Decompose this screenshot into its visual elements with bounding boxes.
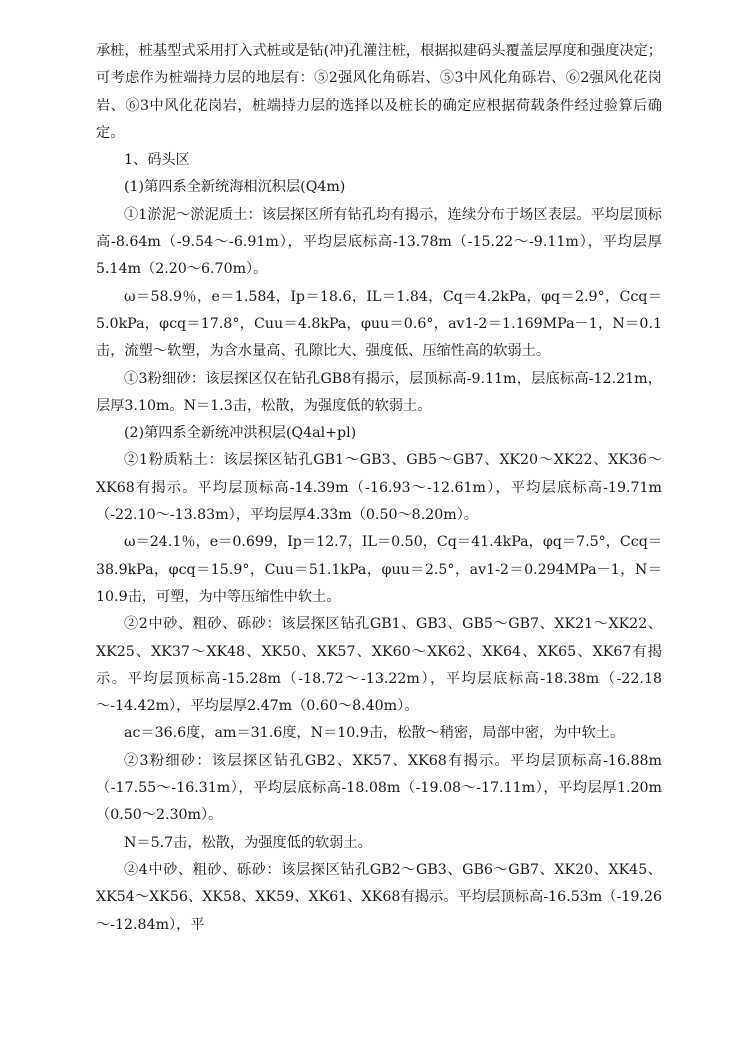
paragraph: ①1淤泥～淤泥质土：该层探区所有钻孔均有揭示，连续分布于场区表层。平均层顶标高-8.64m（-9.54～-6.91m），平均层底标高-13.78m（-15.22～-9.11m），平均层厚5.14m（2.20～6.70m）。 (96, 206, 662, 278)
paragraph: ②3粉细砂：该层探区钻孔GB2、XK57、XK68有揭示。平均层顶标高-16.88m（-17.55～-16.31m），平均层底标高-18.08m（-19.08～-17.11m），平均层厚1.20m（0.50～2.30m）。 (96, 752, 662, 824)
paragraph: 承桩，桩基型式采用打入式桩或是钻(冲)孔灌注桩，根据拟建码头覆盖层厚度和强度决定；可考虑作为桩端持力层的地层有：⑤2强风化角砾岩、⑤3中风化角砾岩、⑥2强风化花岗岩、⑥3中风化花岗岩，桩端持力层的选择以及桩长的确定应根据荷载条件经过验算后确定。 (96, 43, 662, 141)
paragraph: ω＝24.1％，e＝0.699，Ip＝12.7，IL＝0.50，Cq＝41.4kPa，φq＝7.5°，Ccq＝38.9kPa，φcq＝15.9°，Cuu＝51.1kPa，φuu＝2.5°，av1-2＝0.294MPa－1，N＝10.9击，可塑，为中等压缩性中软土。 (96, 534, 662, 605)
subsection-heading: (2)第四系全新统冲洪积层(Q4al+pl) (124, 425, 357, 442)
paragraph: ω＝58.9％，e＝1.584，Ip＝18.6，IL＝1.84，Cq＝4.2kPa，φq＝2.9°，Ccq＝5.0kPa，φcq＝17.8°，Cuu＝4.8kPa，φuu＝0.6°，av1-2＝1.169MPa－1，N＝0.1击，流塑～软塑，为含水量高、孔隙比大、强度低、压缩性高的软弱土。 (96, 288, 662, 360)
paragraph: N＝5.7击，松散，为强度低的软弱土。 (124, 834, 372, 851)
subsection-heading: (1)第四系全新统海相沉积层(Q4m) (124, 179, 346, 196)
paragraph: ac＝36.6度，am＝31.6度，N＝10.9击，松散～稍密，局部中密，为中软土。 (124, 725, 625, 742)
paragraph: ②1粉质粘土：该层探区钻孔GB1～GB3、GB5～GB7、XK20～XK22、XK36～XK68有揭示。平均层顶标高-14.39m（-16.93～-12.61m），平均层底标高-19.71m（-22.10～-13.83m），平均层厚4.33m（0.50～8.20m）。 (96, 452, 662, 524)
paragraph: ②4中砂、粗砂、砾砂：该层探区钻孔GB2～GB3、GB6～GB7、XK20、XK45、XK54～XK56、XK58、XK59、XK61、XK68有揭示。平均层顶标高-16.53m（-19.26～-12.84m），平 (96, 861, 662, 933)
section-heading: 1、码头区 (124, 152, 190, 169)
paragraph: ①3粉细砂：该层探区仅在钻孔GB8有揭示，层顶标高-9.11m，层底标高-12.21m，层厚3.10m。N＝1.3击，松散，为强度低的软弱土。 (96, 370, 662, 414)
paragraph: ②2中砂、粗砂、砾砂：该层探区钻孔GB1、GB3、GB5～GB7、XK21～XK22、XK25、XK37～XK48、XK50、XK57、XK60～XK62、XK64、XK65、XK67有揭示。平均层顶标高-15.28m（-18.72～-13.22m），平均层底标高-18.38m（-22.18～-14.42m），平均层厚2.47m（0.60～8.40m）。 (96, 616, 662, 715)
